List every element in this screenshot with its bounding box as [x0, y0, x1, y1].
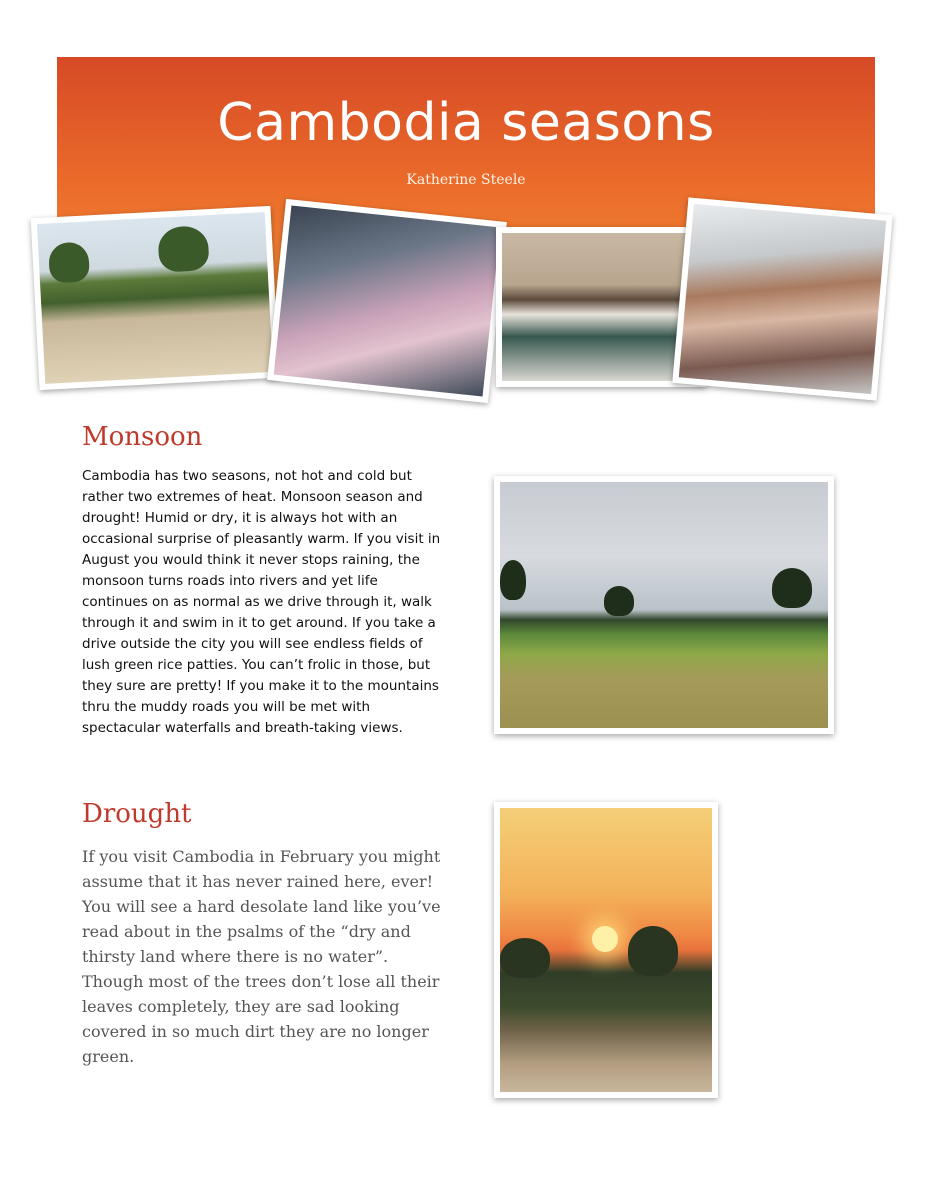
monsoon-paragraph: Cambodia has two seasons, not hot and cold but rather two extremes of heat. Monsoon season and drought! Humid or dry, it is always hot with an occasional surprise of pleasantly warm. If you visit in August you would think it never stops raining, the monsoon turns roads into rivers and yet life continues on as normal as we drive through it, walk through it and swim in it to get around. If you take a drive outside the city you will see endless fields of lush green rice patties. You can’t frolic in those, but they sure are pretty! If you make it to the mountains thru the muddy roads you will be met with spectacular waterfalls and breath-taking views. — [82, 468, 441, 736]
section-heading-drought: Drought — [82, 799, 192, 829]
drought-paragraph: If you visit Cambodia in February you might assume that it has never rained here, ever! You will see a hard desolate land like you’ve read about in the psalms of the “dry and thirsty land where there is no water”. Though most of the trees don’t lose all their leaves completely, they are sad looking covered in so much dirt they are no longer green. — [82, 847, 441, 1066]
photo-sunset-dry-land — [494, 802, 718, 1098]
photo-group-hall — [672, 197, 892, 400]
sun-icon — [592, 926, 618, 952]
page-title: Cambodia seasons — [217, 93, 715, 153]
photo-group-bus — [267, 199, 507, 403]
section-heading-monsoon: Monsoon — [82, 422, 203, 452]
author-name: Katherine Steele — [406, 172, 526, 188]
photo-rice-fields — [494, 476, 834, 734]
photo-group-beach — [31, 206, 280, 390]
